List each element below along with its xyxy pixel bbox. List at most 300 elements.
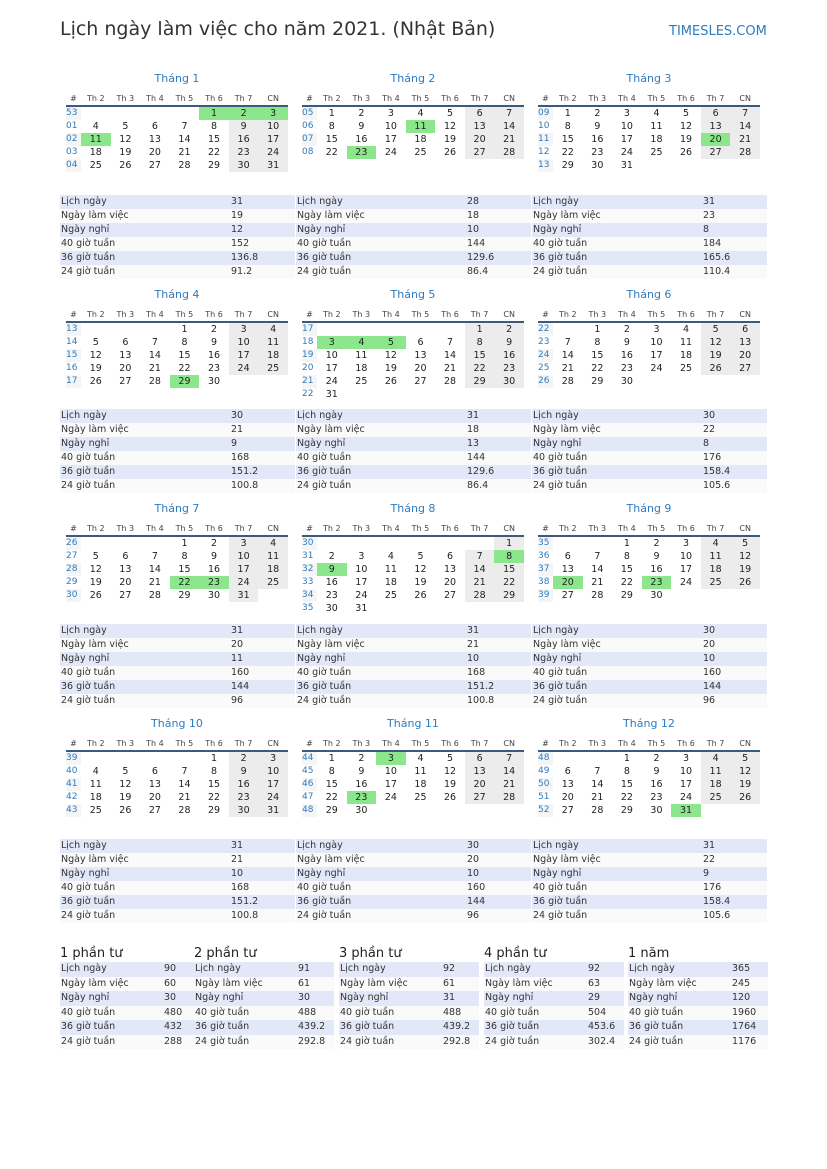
day-cell[interactable]: 14 (148, 564, 161, 575)
day-cell[interactable]: 31 (258, 804, 288, 817)
day-cell[interactable]: 30 (325, 603, 338, 614)
day-cell[interactable]: 9 (653, 551, 660, 562)
day-cell[interactable]: 24 (229, 362, 259, 375)
day-cell[interactable]: 24 (384, 792, 397, 803)
day-cell[interactable]: 23 (229, 146, 259, 159)
day-cell[interactable]: 8 (181, 551, 188, 562)
day-cell[interactable]: 5 (701, 322, 731, 336)
day-cell[interactable]: 28 (178, 805, 191, 816)
day-cell[interactable]: 4 (417, 108, 424, 119)
day-cell[interactable]: 4 (701, 536, 731, 550)
day-cell[interactable]: 3 (229, 322, 259, 336)
day-cell[interactable]: 3 (358, 551, 365, 562)
day-cell[interactable]: 3 (376, 751, 406, 765)
day-cell[interactable]: 1 (328, 108, 335, 119)
day-cell[interactable]: 6 (465, 106, 495, 120)
day-cell[interactable]: 30 (591, 160, 604, 171)
day-cell[interactable]: 7 (494, 751, 524, 765)
day-cell[interactable]: 5 (447, 753, 454, 764)
day-cell[interactable]: 5 (730, 536, 760, 550)
day-cell[interactable]: 8 (623, 766, 630, 777)
day-cell[interactable]: 21 (730, 133, 760, 146)
day-cell[interactable]: 14 (148, 350, 161, 361)
day-cell[interactable]: 30 (650, 590, 663, 601)
day-cell[interactable]: 13 (148, 134, 161, 145)
day-cell[interactable]: 27 (730, 362, 760, 375)
day-cell[interactable]: 17 (258, 133, 288, 146)
day-cell[interactable]: 24 (258, 791, 288, 804)
day-cell[interactable]: 30 (620, 376, 633, 387)
day-cell[interactable]: 16 (229, 133, 259, 146)
day-cell[interactable]: 8 (211, 766, 218, 777)
day-cell[interactable]: 31 (671, 804, 701, 817)
day-cell[interactable]: 28 (494, 146, 524, 159)
day-cell[interactable]: 6 (417, 337, 424, 348)
day-cell[interactable]: 31 (258, 159, 288, 172)
day-cell[interactable]: 6 (151, 766, 158, 777)
day-cell[interactable]: 4 (653, 108, 660, 119)
day-cell[interactable]: 9 (358, 766, 365, 777)
day-cell[interactable]: 15 (207, 779, 221, 790)
day-cell[interactable]: 21 (148, 577, 161, 588)
day-cell[interactable]: 14 (494, 120, 524, 133)
day-cell[interactable]: 19 (730, 563, 760, 576)
day-cell[interactable]: 16 (591, 134, 604, 145)
day-cell[interactable]: 18 (355, 363, 368, 374)
day-cell[interactable]: 7 (730, 106, 760, 120)
day-cell[interactable]: 22 (178, 363, 191, 374)
day-cell[interactable]: 29 (465, 375, 495, 388)
day-cell[interactable]: 18 (89, 147, 102, 158)
day-cell[interactable]: 19 (89, 363, 102, 374)
day-cell[interactable]: 16 (650, 564, 663, 575)
day-cell[interactable]: 1 (623, 753, 630, 764)
day-cell[interactable]: 24 (258, 146, 288, 159)
day-cell[interactable]: 24 (325, 376, 338, 387)
day-cell[interactable]: 29 (207, 160, 221, 171)
day-cell[interactable]: 6 (564, 551, 571, 562)
day-cell[interactable]: 26 (89, 376, 102, 387)
day-cell[interactable]: 23 (620, 363, 633, 374)
day-cell[interactable]: 20 (414, 363, 427, 374)
day-cell[interactable]: 9 (229, 765, 259, 778)
day-cell[interactable]: 13 (119, 350, 132, 361)
day-cell[interactable]: 7 (594, 766, 601, 777)
day-cell[interactable]: 10 (679, 551, 693, 562)
day-cell[interactable]: 2 (594, 108, 601, 119)
day-cell[interactable]: 2 (229, 751, 259, 765)
day-cell[interactable]: 28 (591, 805, 604, 816)
day-cell[interactable]: 8 (564, 121, 571, 132)
day-cell[interactable]: 22 (620, 792, 633, 803)
day-cell[interactable]: 28 (148, 376, 161, 387)
day-cell[interactable]: 30 (229, 804, 259, 817)
day-cell[interactable]: 13 (561, 779, 574, 790)
day-cell[interactable]: 31 (325, 389, 338, 400)
day-cell[interactable]: 14 (561, 350, 574, 361)
day-cell[interactable]: 11 (650, 121, 663, 132)
day-cell[interactable]: 26 (414, 590, 427, 601)
day-cell[interactable]: 30 (355, 805, 368, 816)
day-cell[interactable]: 11 (406, 120, 436, 133)
day-cell[interactable]: 13 (465, 120, 495, 133)
day-cell[interactable]: 19 (119, 792, 132, 803)
day-cell[interactable]: 15 (591, 350, 604, 361)
day-cell[interactable]: 9 (653, 766, 660, 777)
day-cell[interactable]: 2 (211, 538, 218, 549)
day-cell[interactable]: 15 (620, 564, 633, 575)
day-cell[interactable]: 17 (229, 349, 259, 362)
day-cell[interactable]: 22 (325, 792, 338, 803)
day-cell[interactable]: 11 (384, 564, 397, 575)
day-cell[interactable]: 12 (701, 336, 731, 349)
day-cell[interactable]: 25 (384, 590, 397, 601)
day-cell[interactable]: 4 (347, 336, 377, 349)
day-cell[interactable]: 17 (650, 350, 663, 361)
day-cell[interactable]: 3 (387, 108, 394, 119)
day-cell[interactable]: 26 (730, 576, 760, 589)
day-cell[interactable]: 15 (561, 134, 574, 145)
day-cell[interactable]: 1 (199, 106, 229, 120)
day-cell[interactable]: 29 (620, 590, 633, 601)
day-cell[interactable]: 22 (561, 147, 574, 158)
day-cell[interactable]: 12 (384, 350, 397, 361)
day-cell[interactable]: 23 (347, 791, 377, 804)
day-cell[interactable]: 3 (258, 751, 288, 765)
day-cell[interactable]: 21 (591, 577, 604, 588)
day-cell[interactable]: 13 (119, 564, 132, 575)
day-cell[interactable]: 22 (620, 577, 633, 588)
day-cell[interactable]: 9 (211, 551, 218, 562)
day-cell[interactable]: 27 (701, 146, 731, 159)
day-cell[interactable]: 19 (443, 779, 457, 790)
day-cell[interactable]: 23 (229, 791, 259, 804)
day-cell[interactable]: 19 (119, 147, 132, 158)
day-cell[interactable]: 18 (258, 349, 288, 362)
day-cell[interactable]: 8 (328, 121, 335, 132)
day-cell[interactable]: 17 (679, 564, 693, 575)
day-cell[interactable]: 9 (211, 337, 218, 348)
day-cell[interactable]: 14 (465, 563, 495, 576)
day-cell[interactable]: 11 (81, 133, 111, 146)
day-cell[interactable]: 26 (384, 376, 397, 387)
day-cell[interactable]: 3 (258, 106, 288, 120)
day-cell[interactable]: 12 (443, 121, 457, 132)
day-cell[interactable]: 24 (650, 363, 663, 374)
day-cell[interactable]: 2 (358, 108, 365, 119)
day-cell[interactable]: 17 (620, 134, 633, 145)
day-cell[interactable]: 9 (229, 120, 259, 133)
day-cell[interactable]: 29 (620, 805, 633, 816)
day-cell[interactable]: 8 (211, 121, 218, 132)
day-cell[interactable]: 3 (683, 753, 690, 764)
day-cell[interactable]: 21 (178, 147, 191, 158)
day-cell[interactable]: 28 (494, 791, 524, 804)
day-cell[interactable]: 24 (620, 147, 633, 158)
day-cell[interactable]: 15 (620, 779, 633, 790)
day-cell[interactable]: 10 (650, 337, 663, 348)
day-cell[interactable]: 18 (701, 778, 731, 791)
day-cell[interactable]: 5 (447, 108, 454, 119)
day-cell[interactable]: 20 (465, 133, 495, 146)
day-cell[interactable]: 24 (679, 577, 693, 588)
day-cell[interactable]: 3 (229, 536, 259, 550)
day-cell[interactable]: 7 (465, 550, 495, 563)
day-cell[interactable]: 5 (122, 766, 129, 777)
day-cell[interactable]: 1 (623, 538, 630, 549)
day-cell[interactable]: 2 (623, 324, 630, 335)
day-cell[interactable]: 17 (355, 577, 368, 588)
day-cell[interactable]: 8 (594, 337, 601, 348)
day-cell[interactable]: 10 (620, 121, 633, 132)
day-cell[interactable]: 29 (170, 375, 200, 388)
day-cell[interactable]: 12 (443, 766, 457, 777)
day-cell[interactable]: 4 (701, 751, 731, 765)
day-cell[interactable]: 17 (258, 778, 288, 791)
day-cell[interactable]: 8 (494, 550, 524, 563)
day-cell[interactable]: 18 (701, 563, 731, 576)
day-cell[interactable]: 12 (89, 564, 102, 575)
day-cell[interactable]: 15 (178, 350, 191, 361)
day-cell[interactable]: 7 (564, 337, 571, 348)
day-cell[interactable]: 15 (178, 564, 191, 575)
day-cell[interactable]: 13 (414, 350, 427, 361)
day-cell[interactable]: 22 (170, 576, 200, 589)
day-cell[interactable]: 28 (465, 589, 495, 602)
day-cell[interactable]: 3 (623, 108, 630, 119)
day-cell[interactable]: 19 (730, 778, 760, 791)
day-cell[interactable]: 22 (207, 792, 221, 803)
day-cell[interactable]: 16 (325, 577, 338, 588)
day-cell[interactable]: 8 (465, 336, 495, 349)
day-cell[interactable]: 2 (653, 753, 660, 764)
day-cell[interactable]: 16 (207, 564, 221, 575)
day-cell[interactable]: 24 (679, 792, 693, 803)
day-cell[interactable]: 29 (561, 160, 574, 171)
day-cell[interactable]: 28 (443, 376, 457, 387)
day-cell[interactable]: 28 (730, 146, 760, 159)
day-cell[interactable]: 12 (119, 134, 132, 145)
day-cell[interactable]: 22 (325, 147, 338, 158)
day-cell[interactable]: 17 (384, 134, 397, 145)
day-cell[interactable]: 1 (328, 753, 335, 764)
day-cell[interactable]: 20 (119, 363, 132, 374)
day-cell[interactable]: 29 (207, 805, 221, 816)
day-cell[interactable]: 20 (561, 792, 574, 803)
day-cell[interactable]: 4 (258, 322, 288, 336)
day-cell[interactable]: 2 (229, 106, 259, 120)
day-cell[interactable]: 8 (623, 551, 630, 562)
day-cell[interactable]: 13 (148, 779, 161, 790)
day-cell[interactable]: 17 (384, 779, 397, 790)
day-cell[interactable]: 27 (148, 805, 161, 816)
day-cell[interactable]: 27 (414, 376, 427, 387)
day-cell[interactable]: 10 (384, 121, 397, 132)
day-cell[interactable]: 4 (683, 324, 690, 335)
day-cell[interactable]: 21 (494, 778, 524, 791)
day-cell[interactable]: 1 (594, 324, 601, 335)
day-cell[interactable]: 29 (178, 590, 191, 601)
day-cell[interactable]: 6 (701, 106, 731, 120)
day-cell[interactable]: 16 (620, 350, 633, 361)
day-cell[interactable]: 17 (325, 363, 338, 374)
day-cell[interactable]: 27 (119, 376, 132, 387)
day-cell[interactable]: 30 (207, 590, 221, 601)
day-cell[interactable]: 11 (679, 337, 693, 348)
day-cell[interactable]: 24 (355, 590, 368, 601)
day-cell[interactable]: 25 (89, 160, 102, 171)
day-cell[interactable]: 16 (207, 350, 221, 361)
day-cell[interactable]: 11 (355, 350, 368, 361)
day-cell[interactable]: 3 (653, 324, 660, 335)
day-cell[interactable]: 7 (494, 106, 524, 120)
day-cell[interactable]: 13 (443, 564, 457, 575)
day-cell[interactable]: 18 (679, 350, 693, 361)
day-cell[interactable]: 26 (679, 147, 693, 158)
day-cell[interactable]: 26 (119, 805, 132, 816)
day-cell[interactable]: 6 (447, 551, 454, 562)
day-cell[interactable]: 12 (89, 350, 102, 361)
day-cell[interactable]: 27 (119, 590, 132, 601)
day-cell[interactable]: 12 (119, 779, 132, 790)
day-cell[interactable]: 25 (414, 792, 427, 803)
day-cell[interactable]: 22 (465, 362, 495, 375)
day-cell[interactable]: 14 (591, 564, 604, 575)
day-cell[interactable]: 10 (258, 120, 288, 133)
day-cell[interactable]: 1 (181, 324, 188, 335)
day-cell[interactable]: 3 (317, 336, 347, 349)
day-cell[interactable]: 9 (358, 121, 365, 132)
day-cell[interactable]: 26 (89, 590, 102, 601)
day-cell[interactable]: 2 (328, 551, 335, 562)
day-cell[interactable]: 27 (148, 160, 161, 171)
day-cell[interactable]: 5 (122, 121, 129, 132)
day-cell[interactable]: 7 (151, 551, 158, 562)
day-cell[interactable]: 11 (701, 765, 731, 778)
day-cell[interactable]: 21 (443, 363, 457, 374)
day-cell[interactable]: 5 (417, 551, 424, 562)
day-cell[interactable]: 25 (355, 376, 368, 387)
day-cell[interactable]: 20 (119, 577, 132, 588)
day-cell[interactable]: 19 (679, 134, 693, 145)
day-cell[interactable]: 25 (650, 147, 663, 158)
day-cell[interactable]: 24 (229, 576, 259, 589)
day-cell[interactable]: 1 (181, 538, 188, 549)
day-cell[interactable]: 10 (229, 550, 259, 563)
day-cell[interactable]: 25 (701, 576, 731, 589)
day-cell[interactable]: 21 (591, 792, 604, 803)
day-cell[interactable]: 2 (211, 324, 218, 335)
day-cell[interactable]: 5 (376, 336, 406, 349)
day-cell[interactable]: 25 (258, 576, 288, 589)
day-cell[interactable]: 25 (258, 362, 288, 375)
day-cell[interactable]: 1 (564, 108, 571, 119)
day-cell[interactable]: 30 (650, 805, 663, 816)
day-cell[interactable]: 21 (148, 363, 161, 374)
day-cell[interactable]: 25 (701, 791, 731, 804)
day-cell[interactable]: 12 (414, 564, 427, 575)
day-cell[interactable]: 6 (730, 322, 760, 336)
day-cell[interactable]: 22 (207, 147, 221, 158)
day-cell[interactable]: 19 (701, 349, 731, 362)
day-cell[interactable]: 5 (730, 751, 760, 765)
day-cell[interactable]: 7 (151, 337, 158, 348)
day-cell[interactable]: 12 (730, 765, 760, 778)
day-cell[interactable]: 14 (178, 779, 191, 790)
day-cell[interactable]: 21 (561, 363, 574, 374)
day-cell[interactable]: 23 (207, 363, 221, 374)
day-cell[interactable]: 4 (92, 766, 99, 777)
day-cell[interactable]: 29 (494, 589, 524, 602)
day-cell[interactable]: 28 (591, 590, 604, 601)
day-cell[interactable]: 8 (181, 337, 188, 348)
day-cell[interactable]: 31 (229, 589, 259, 602)
day-cell[interactable]: 1 (211, 753, 218, 764)
day-cell[interactable]: 20 (553, 576, 583, 589)
day-cell[interactable]: 25 (414, 147, 427, 158)
day-cell[interactable]: 7 (181, 121, 188, 132)
day-cell[interactable]: 17 (679, 779, 693, 790)
day-cell[interactable]: 29 (591, 376, 604, 387)
day-cell[interactable]: 27 (561, 805, 574, 816)
day-cell[interactable]: 23 (347, 146, 377, 159)
day-cell[interactable]: 19 (414, 577, 427, 588)
day-cell[interactable]: 5 (92, 337, 99, 348)
day-cell[interactable]: 16 (494, 349, 524, 362)
day-cell[interactable]: 15 (325, 779, 338, 790)
day-cell[interactable]: 28 (178, 160, 191, 171)
day-cell[interactable]: 11 (258, 550, 288, 563)
day-cell[interactable]: 9 (317, 563, 347, 576)
day-cell[interactable]: 23 (325, 590, 338, 601)
day-cell[interactable]: 26 (443, 147, 457, 158)
day-cell[interactable]: 14 (178, 134, 191, 145)
day-cell[interactable]: 23 (494, 362, 524, 375)
day-cell[interactable]: 11 (701, 550, 731, 563)
day-cell[interactable]: 15 (465, 349, 495, 362)
day-cell[interactable]: 27 (561, 590, 574, 601)
day-cell[interactable]: 29 (325, 805, 338, 816)
day-cell[interactable]: 16 (355, 134, 368, 145)
day-cell[interactable]: 20 (148, 792, 161, 803)
day-cell[interactable]: 12 (730, 550, 760, 563)
day-cell[interactable]: 5 (92, 551, 99, 562)
day-cell[interactable]: 12 (679, 121, 693, 132)
day-cell[interactable]: 23 (199, 576, 229, 589)
day-cell[interactable]: 15 (207, 134, 221, 145)
day-cell[interactable]: 26 (701, 362, 731, 375)
day-cell[interactable]: 27 (465, 791, 495, 804)
day-cell[interactable]: 20 (730, 349, 760, 362)
day-cell[interactable]: 4 (417, 753, 424, 764)
day-cell[interactable]: 10 (679, 766, 693, 777)
day-cell[interactable]: 30 (229, 159, 259, 172)
day-cell[interactable]: 27 (465, 146, 495, 159)
day-cell[interactable]: 7 (594, 551, 601, 562)
day-cell[interactable]: 18 (414, 779, 427, 790)
day-cell[interactable]: 13 (465, 765, 495, 778)
day-cell[interactable]: 7 (447, 337, 454, 348)
day-cell[interactable]: 15 (494, 563, 524, 576)
day-cell[interactable]: 9 (494, 336, 524, 349)
day-cell[interactable]: 26 (119, 160, 132, 171)
day-cell[interactable]: 26 (730, 791, 760, 804)
day-cell[interactable]: 6 (151, 121, 158, 132)
day-cell[interactable]: 8 (328, 766, 335, 777)
day-cell[interactable]: 10 (355, 564, 368, 575)
day-cell[interactable]: 4 (387, 551, 394, 562)
day-cell[interactable]: 23 (642, 576, 672, 589)
